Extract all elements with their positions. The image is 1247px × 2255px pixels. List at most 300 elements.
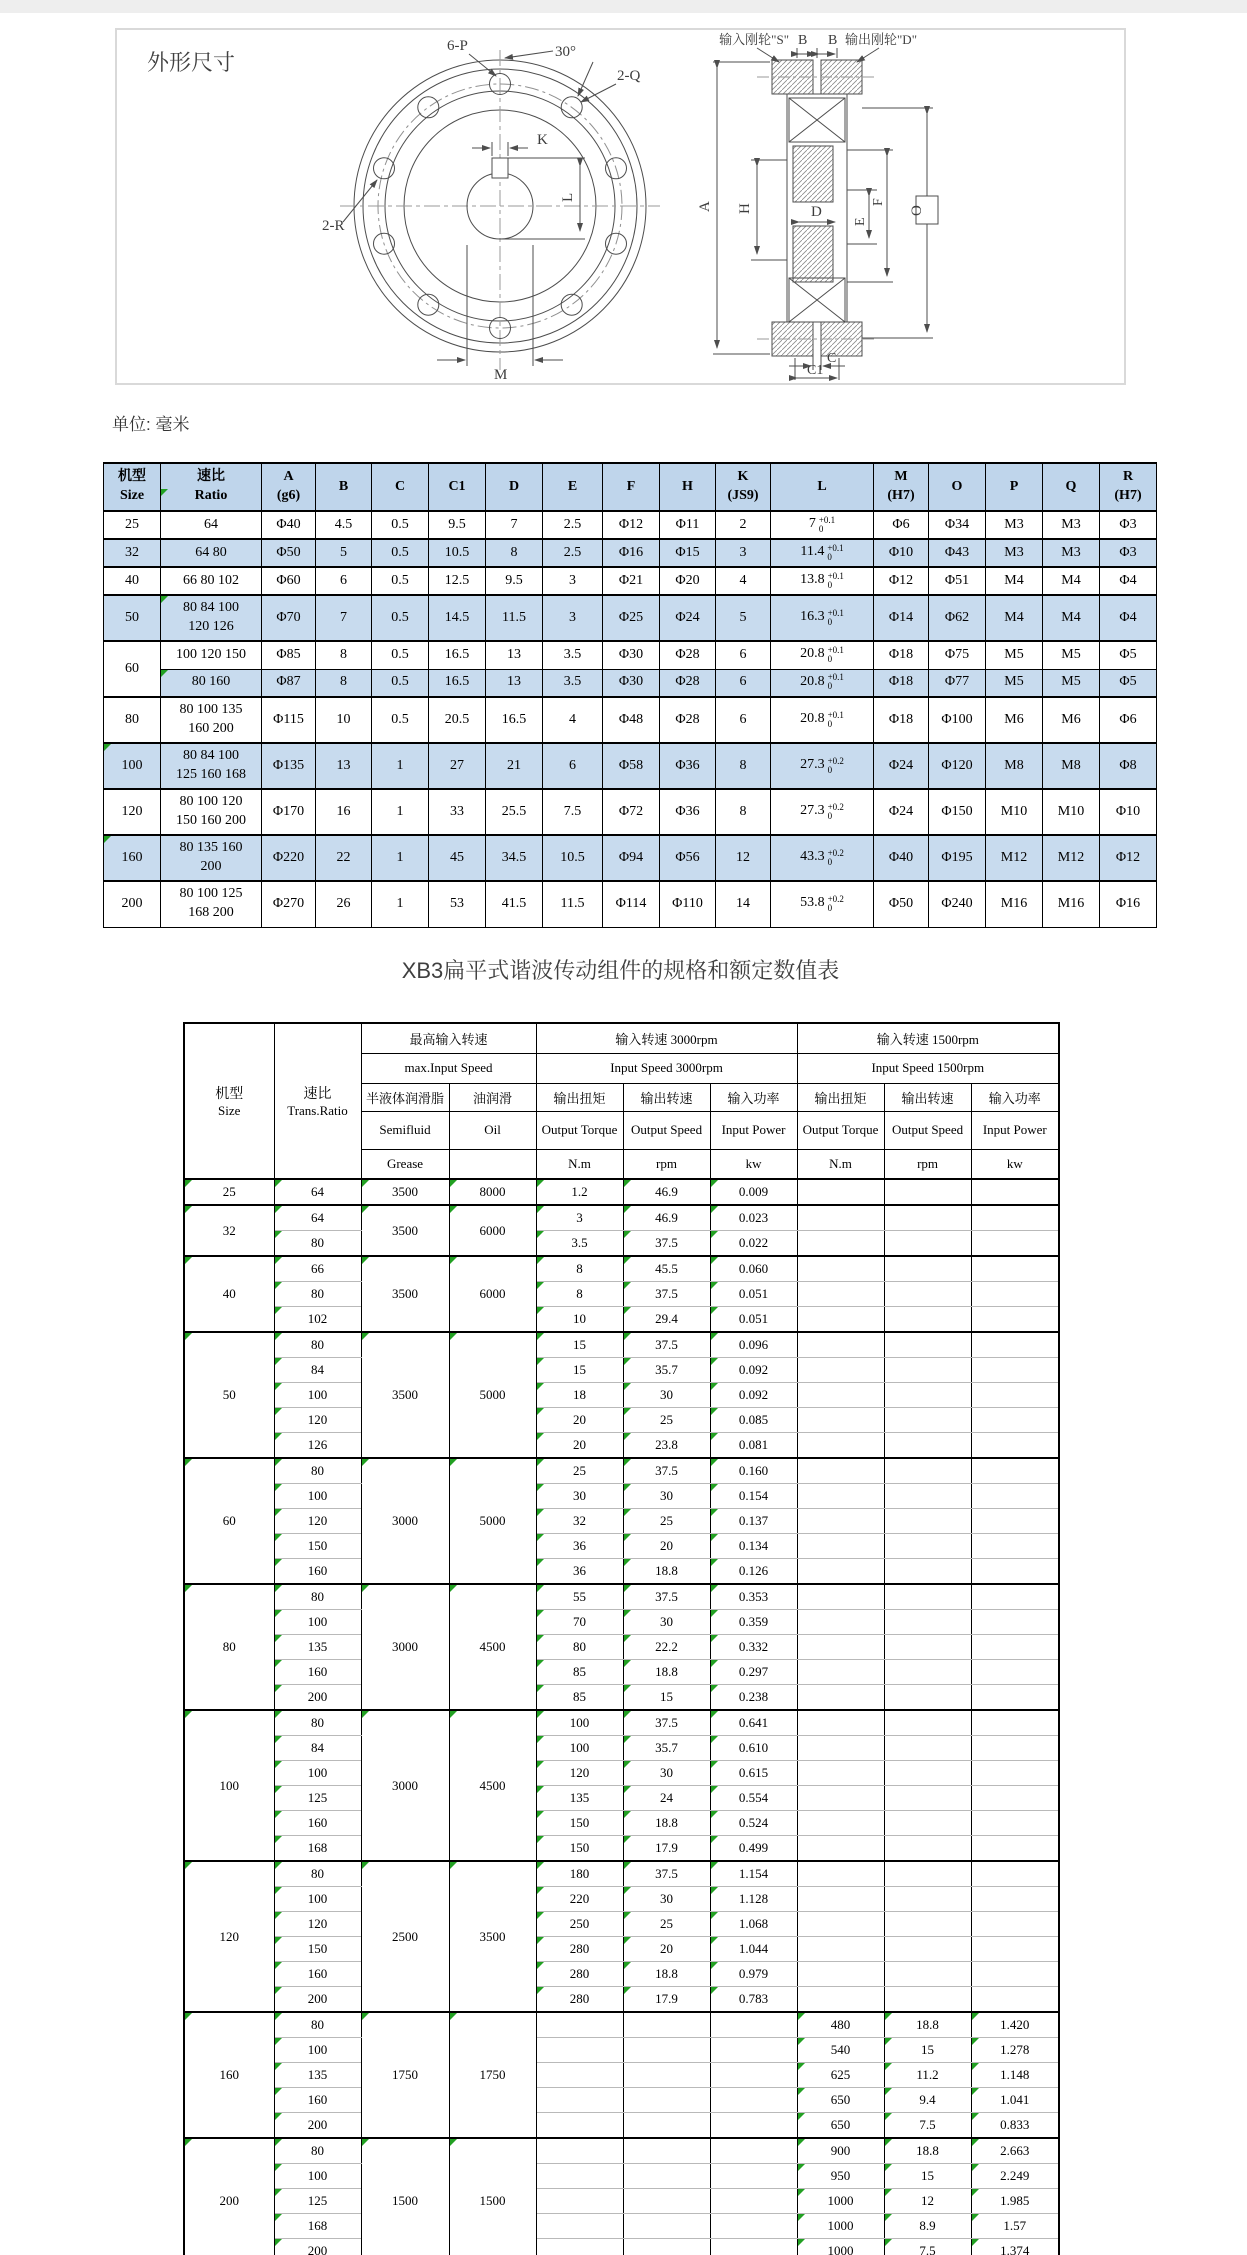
table2-torque1500-cell: [797, 1433, 884, 1459]
table2-speed3000-cell: 18.8: [623, 1559, 710, 1585]
table1-L-cell: 27.3 +0.2 0: [771, 789, 874, 835]
table2-speed1500-cell: [884, 1509, 971, 1534]
table2-row-80-4: [184, 1685, 1059, 1711]
table1-cell: 6: [716, 641, 771, 669]
table1-cell: M3: [986, 511, 1043, 539]
table2-power3000-cell: 0.154: [710, 1484, 797, 1509]
table2-power1500-cell: [971, 1610, 1059, 1635]
table2-torque1500-cell: [797, 1231, 884, 1257]
table2-speed1500-cell: 12: [884, 2189, 971, 2214]
table1-size-cell: 80: [104, 697, 161, 743]
table1-ratio-cell: 64 80: [161, 539, 262, 567]
table2-torque1500-cell: 950: [797, 2164, 884, 2189]
table1-cell: Φ12: [1100, 835, 1157, 881]
table2-power3000-cell: 0.554: [710, 1786, 797, 1811]
table2-power3000-cell: [710, 2063, 797, 2088]
table1-cell: Φ87: [262, 669, 316, 697]
table1-cell: 20.5: [429, 697, 486, 743]
table2-torque3000-cell: 135: [536, 1786, 623, 1811]
table2-oil-cell: 4500: [449, 1710, 536, 1861]
t2h-speed3000-en: Output Speed: [623, 1111, 710, 1149]
table1-cell: Φ85: [262, 641, 316, 669]
table1-size-cell: 100: [104, 743, 161, 789]
table2-size-cell: 50: [184, 1332, 274, 1458]
table2-torque3000-cell: 3: [536, 1205, 623, 1231]
table1-cell: 8: [716, 789, 771, 835]
t2h-group1-cn: 最高输入转速: [361, 1023, 536, 1053]
table2-power3000-cell: 0.783: [710, 1987, 797, 2013]
table1-cell: Φ6: [874, 511, 929, 539]
table1-row-6: [104, 697, 1157, 743]
table2-row-100-3: [184, 1786, 1059, 1811]
dim-a-label: A: [697, 201, 713, 212]
t2h-grease-unit: Grease: [361, 1149, 449, 1179]
table2-grease-cell: 3000: [361, 1584, 449, 1710]
dim-c-label: C: [827, 351, 837, 366]
table1-cell: 0.5: [372, 595, 429, 641]
table1-ratio-cell: 80 135 160 200: [161, 835, 262, 881]
table2-oil-cell: 6000: [449, 1256, 536, 1332]
drawing-title: 外形尺寸: [147, 50, 236, 75]
table1-cell: M5: [986, 669, 1043, 697]
table2-torque1500-cell: [797, 1786, 884, 1811]
table1-cell: M5: [1043, 641, 1100, 669]
table2-power3000-cell: 0.092: [710, 1358, 797, 1383]
table1-cell: 4: [716, 567, 771, 595]
t2h-torque1500-cn: 输出扭矩: [797, 1083, 884, 1111]
table1-cell: 13: [316, 743, 372, 789]
table2-torque1500-cell: [797, 1710, 884, 1736]
table1-cell: Φ56: [660, 835, 716, 881]
dim-k-label: K: [537, 132, 548, 148]
table1-cell: 3.5: [543, 669, 603, 697]
table1-L-cell: 16.3 +0.1 0: [771, 595, 874, 641]
table1-cell: 0.5: [372, 539, 429, 567]
table1-cell: 13: [486, 641, 543, 669]
table2-torque3000-cell: 280: [536, 1937, 623, 1962]
table2-power3000-cell: 0.359: [710, 1610, 797, 1635]
table2-power3000-cell: [710, 2038, 797, 2063]
table1-cell: 34.5: [486, 835, 543, 881]
table2-ratio-cell: 168: [274, 2214, 361, 2239]
table1-cell: 2.5: [543, 539, 603, 567]
table1-L-cell: 27.3 +0.2 0: [771, 743, 874, 789]
table1-row-1: [104, 539, 1157, 567]
table1-ratio-cell: 66 80 102: [161, 567, 262, 595]
table1-cell: Φ62: [929, 595, 986, 641]
table2-power1500-cell: [971, 1736, 1059, 1761]
table1-cell: Φ36: [660, 743, 716, 789]
table2-ratio-cell: 160: [274, 2088, 361, 2113]
table1-header-col10: K (JS9): [716, 463, 771, 511]
table1-row-2: [104, 567, 1157, 595]
table1-ratio-cell: 80 84 100 120 126: [161, 595, 262, 641]
table2-torque1500-cell: 650: [797, 2113, 884, 2139]
table2-power3000-cell: 0.641: [710, 1710, 797, 1736]
table2-speed3000-cell: 20: [623, 1534, 710, 1559]
table1-cell: Φ18: [874, 641, 929, 669]
table2-torque3000-cell: 120: [536, 1761, 623, 1786]
dim-e-label: E: [853, 217, 868, 226]
table1-cell: 0.5: [372, 567, 429, 595]
table1-cell: M3: [1043, 539, 1100, 567]
table2-ratio-cell: 120: [274, 1408, 361, 1433]
table1-header-col8: F: [603, 463, 660, 511]
table2-power1500-cell: 1.041: [971, 2088, 1059, 2113]
label-6p: 6-P: [447, 38, 468, 54]
table1-header-col7: E: [543, 463, 603, 511]
table2-ratio-cell: 135: [274, 2063, 361, 2088]
table1-header-col1: 速比 Ratio: [161, 463, 262, 511]
table1-cell: 11.5: [543, 881, 603, 927]
table1-cell: Φ4: [1100, 595, 1157, 641]
table1-ratio-cell: 80 84 100 125 160 168: [161, 743, 262, 789]
table2-ratio-cell: 80: [274, 1861, 361, 1887]
table2-ratio-cell: 100: [274, 2038, 361, 2063]
table2-power1500-cell: 1.420: [971, 2012, 1059, 2038]
t2h-power1500-unit: kw: [971, 1149, 1059, 1179]
table2-power3000-cell: 0.979: [710, 1962, 797, 1987]
table1-cell: M3: [986, 539, 1043, 567]
t2h-group1-en: max.Input Speed: [361, 1053, 536, 1083]
table2-speed3000-cell: 29.4: [623, 1307, 710, 1333]
dimension-table-wrap: [103, 462, 1157, 928]
technical-drawing: [117, 30, 1124, 383]
table2-speed3000-cell: 30: [623, 1610, 710, 1635]
table2-ratio-cell: 200: [274, 1685, 361, 1711]
table2-torque1500-cell: [797, 1179, 884, 1205]
table1-cell: 11.5: [486, 595, 543, 641]
table2-power3000-cell: 0.353: [710, 1584, 797, 1610]
table1-cell: 0.5: [372, 669, 429, 697]
section-view-drawing: [697, 32, 938, 380]
table1-cell: Φ25: [603, 595, 660, 641]
t2h-torque3000-cn: 输出扭矩: [536, 1083, 623, 1111]
table1-cell: 16.5: [429, 669, 486, 697]
table2-speed1500-cell: [884, 1912, 971, 1937]
table2-grease-cell: 3500: [361, 1179, 449, 1205]
table2-row-160-2: [184, 2063, 1059, 2088]
table2-torque3000-cell: [536, 2088, 623, 2113]
table2-power1500-cell: [971, 1408, 1059, 1433]
table2-ratio-cell: 80: [274, 2138, 361, 2164]
table1-cell: Φ28: [660, 669, 716, 697]
table2-torque1500-cell: 1000: [797, 2214, 884, 2239]
table2-ratio-cell: 100: [274, 1887, 361, 1912]
table1-ratio-cell: 64: [161, 511, 262, 539]
table2-torque3000-cell: 150: [536, 1836, 623, 1862]
table2-oil-cell: 3500: [449, 1861, 536, 2012]
table2-torque1500-cell: [797, 1408, 884, 1433]
table2-power3000-cell: 0.009: [710, 1179, 797, 1205]
t2h-ratio: [274, 1023, 361, 1179]
table2-ratio-cell: 80: [274, 1282, 361, 1307]
table2-head: [184, 1023, 1059, 1179]
table2-power3000-cell: 0.524: [710, 1811, 797, 1836]
dim-m-label: M: [494, 367, 508, 383]
table1-cell: Φ20: [660, 567, 716, 595]
table1-cell: Φ48: [603, 697, 660, 743]
table2-speed3000-cell: [623, 2189, 710, 2214]
table1-cell: Φ135: [262, 743, 316, 789]
table1-cell: 41.5: [486, 881, 543, 927]
table1-size-cell: 120: [104, 789, 161, 835]
table1-cell: Φ30: [603, 641, 660, 669]
table2-speed3000-cell: [623, 2239, 710, 2255]
table1-cell: 9.5: [429, 511, 486, 539]
table1-row-10: [104, 881, 1157, 927]
table2-ratio-cell: 100: [274, 1383, 361, 1408]
table2-row-25-0: [184, 1179, 1059, 1205]
table2-torque3000-cell: [536, 2012, 623, 2038]
t2h-ratio-en: Trans.Ratio: [287, 1103, 348, 1118]
table2-power3000-cell: 0.022: [710, 1231, 797, 1257]
table2-torque3000-cell: 36: [536, 1559, 623, 1585]
table1-body: [104, 511, 1157, 927]
table2-ratio-cell: 80: [274, 1231, 361, 1257]
table2-ratio-cell: 84: [274, 1736, 361, 1761]
table2-power1500-cell: [971, 1811, 1059, 1836]
table1-cell: Φ220: [262, 835, 316, 881]
table2-power3000-cell: 0.160: [710, 1458, 797, 1484]
table2-oil-cell: 1500: [449, 2138, 536, 2255]
dimension-table: [103, 462, 1157, 928]
table1-cell: M10: [1043, 789, 1100, 835]
table2-speed3000-cell: [623, 2063, 710, 2088]
table2-torque1500-cell: [797, 1584, 884, 1610]
table1-ratio-cell: 80 100 135 160 200: [161, 697, 262, 743]
table2-speed3000-cell: 24: [623, 1786, 710, 1811]
table2-power1500-cell: [971, 1559, 1059, 1585]
table1-cell: Φ3: [1100, 511, 1157, 539]
table2-speed3000-cell: [623, 2164, 710, 2189]
table2-torque3000-cell: 250: [536, 1912, 623, 1937]
table2-power3000-cell: [710, 2012, 797, 2038]
table1-cell: M4: [1043, 567, 1100, 595]
table2-torque3000-cell: 36: [536, 1534, 623, 1559]
table2-torque3000-cell: 1.2: [536, 1179, 623, 1205]
table2-power3000-cell: 0.137: [710, 1509, 797, 1534]
table2-torque1500-cell: [797, 1937, 884, 1962]
table1-cell: 25.5: [486, 789, 543, 835]
table2-power1500-cell: [971, 1179, 1059, 1205]
table2-speed1500-cell: [884, 1786, 971, 1811]
table2-speed1500-cell: 9.4: [884, 2088, 971, 2113]
table2-torque1500-cell: [797, 1660, 884, 1685]
table1-L-cell: 11.4 +0.1 0: [771, 539, 874, 567]
table1-cell: M10: [986, 789, 1043, 835]
table2-speed1500-cell: 7.5: [884, 2239, 971, 2255]
table1-cell: 1: [372, 881, 429, 927]
table1-cell: 1: [372, 835, 429, 881]
t2h-group2-cn: 输入转速 3000rpm: [536, 1023, 797, 1053]
table2-speed3000-cell: 17.9: [623, 1987, 710, 2013]
table2-power1500-cell: [971, 1383, 1059, 1408]
table2-size-cell: 32: [184, 1205, 274, 1256]
table2-ratio-cell: 64: [274, 1179, 361, 1205]
table1-cell: Φ8: [1100, 743, 1157, 789]
table2-speed3000-cell: [623, 2088, 710, 2113]
table2-speed1500-cell: [884, 1282, 971, 1307]
ratings-table-wrap: [183, 1022, 1060, 2255]
table2-speed3000-cell: 15: [623, 1685, 710, 1711]
table2-torque1500-cell: [797, 1559, 884, 1585]
table2-row-200-2: [184, 2189, 1059, 2214]
table2-body: [184, 1179, 1059, 2255]
table1-cell: Φ240: [929, 881, 986, 927]
table2-size-cell: 120: [184, 1861, 274, 2012]
table2-torque1500-cell: [797, 1205, 884, 1231]
table1-cell: Φ12: [603, 511, 660, 539]
table2-grease-cell: 3000: [361, 1710, 449, 1861]
t2h-group3-cn: 输入转速 1500rpm: [797, 1023, 1059, 1053]
table1-cell: 10.5: [543, 835, 603, 881]
table1-cell: Φ50: [262, 539, 316, 567]
table2-torque3000-cell: 10: [536, 1307, 623, 1333]
table1-cell: Φ18: [874, 669, 929, 697]
table2-torque3000-cell: 80: [536, 1635, 623, 1660]
table1-size-cell: 200: [104, 881, 161, 927]
table2-row-100-4: [184, 1811, 1059, 1836]
table2-speed3000-cell: 17.9: [623, 1836, 710, 1862]
table1-cell: 6: [543, 743, 603, 789]
table2-torque3000-cell: 20: [536, 1408, 623, 1433]
table1-cell: Φ75: [929, 641, 986, 669]
table2-grease-cell: 3500: [361, 1205, 449, 1256]
table2-power1500-cell: 1.985: [971, 2189, 1059, 2214]
table1-header-col3: B: [316, 463, 372, 511]
table2-speed3000-cell: 25: [623, 1509, 710, 1534]
table1-cell: M16: [986, 881, 1043, 927]
table2-speed3000-cell: 18.8: [623, 1962, 710, 1987]
table2-torque3000-cell: 8: [536, 1256, 623, 1282]
table2-torque3000-cell: 30: [536, 1484, 623, 1509]
table1-head: [104, 463, 1157, 511]
table2-torque3000-cell: [536, 2239, 623, 2255]
table1-cell: Φ34: [929, 511, 986, 539]
t2h-oil-unit: [449, 1149, 536, 1179]
table1-ratio-cell: 80 100 120 150 160 200: [161, 789, 262, 835]
table1-cell: Φ43: [929, 539, 986, 567]
table2-ratio-cell: 135: [274, 1635, 361, 1660]
table2-torque1500-cell: 900: [797, 2138, 884, 2164]
table2-torque1500-cell: [797, 1811, 884, 1836]
table2-ratio-cell: 66: [274, 1256, 361, 1282]
table1-cell: Φ51: [929, 567, 986, 595]
table2-torque1500-cell: [797, 1256, 884, 1282]
table2-torque1500-cell: [797, 1987, 884, 2013]
table2-row-160-0: [184, 2012, 1059, 2038]
table1-cell: 3: [543, 595, 603, 641]
table2-row-80-2: [184, 1635, 1059, 1660]
table2-row-50-1: [184, 1358, 1059, 1383]
table2-torque3000-cell: 100: [536, 1710, 623, 1736]
label-input-circular-spline: 输入刚轮"S": [719, 32, 789, 47]
table2-speed3000-cell: 30: [623, 1761, 710, 1786]
t2h-torque3000-en: Output Torque: [536, 1111, 623, 1149]
table1-cell: 6: [316, 567, 372, 595]
table2-power1500-cell: [971, 1937, 1059, 1962]
t2h-group2-en: Input Speed 3000rpm: [536, 1053, 797, 1083]
table2-power1500-cell: [971, 1358, 1059, 1383]
table2-row-50-2: [184, 1383, 1059, 1408]
table1-size-cell: 25: [104, 511, 161, 539]
table2-torque1500-cell: [797, 1912, 884, 1937]
table2-power1500-cell: 1.57: [971, 2214, 1059, 2239]
table1-cell: Φ30: [603, 669, 660, 697]
table2-row-80-1: [184, 1610, 1059, 1635]
t2h-power1500-cn: 输入功率: [971, 1083, 1059, 1111]
table2-ratio-cell: 80: [274, 2012, 361, 2038]
table1-cell: Φ72: [603, 789, 660, 835]
table2-speed1500-cell: [884, 1962, 971, 1987]
table2-torque3000-cell: 8: [536, 1282, 623, 1307]
table2-power3000-cell: 0.238: [710, 1685, 797, 1711]
table1-cell: Φ18: [874, 697, 929, 743]
table2-row-100-1: [184, 1736, 1059, 1761]
table1-cell: Φ58: [603, 743, 660, 789]
table2-speed1500-cell: [884, 1205, 971, 1231]
table2-speed1500-cell: [884, 1861, 971, 1887]
table2-speed3000-cell: [623, 2138, 710, 2164]
table2-speed3000-cell: 46.9: [623, 1205, 710, 1231]
dim-h-label: H: [737, 203, 753, 214]
table2-power3000-cell: 1.154: [710, 1861, 797, 1887]
table2-row-50-0: [184, 1332, 1059, 1358]
table2-speed1500-cell: [884, 1332, 971, 1358]
table2-power3000-cell: [710, 2164, 797, 2189]
table2-grease-cell: 1750: [361, 2012, 449, 2138]
table2-oil-cell: 6000: [449, 1205, 536, 1256]
table2-ratio-cell: 200: [274, 2113, 361, 2139]
table1-size-cell: 60: [104, 641, 161, 697]
t2h-speed3000-cn: 输出转速: [623, 1083, 710, 1111]
ratings-table: [183, 1022, 1060, 2255]
table2-speed3000-cell: 20: [623, 1937, 710, 1962]
table2-speed3000-cell: 30: [623, 1383, 710, 1408]
table2-torque1500-cell: [797, 1458, 884, 1484]
table2-speed1500-cell: [884, 1836, 971, 1862]
table2-row-32-0: [184, 1205, 1059, 1231]
table1-cell: Φ16: [603, 539, 660, 567]
table1-cell: 1: [372, 789, 429, 835]
table2-power1500-cell: [971, 1584, 1059, 1610]
table1-cell: Φ28: [660, 697, 716, 743]
table1-cell: 6: [716, 697, 771, 743]
table2-torque3000-cell: 220: [536, 1887, 623, 1912]
table2-speed1500-cell: [884, 1484, 971, 1509]
table2-speed1500-cell: [884, 1559, 971, 1585]
table2-power1500-cell: 2.663: [971, 2138, 1059, 2164]
table1-cell: 0.5: [372, 511, 429, 539]
table2-ratio-cell: 102: [274, 1307, 361, 1333]
table2-torque1500-cell: 1000: [797, 2189, 884, 2214]
table1-cell: Φ5: [1100, 669, 1157, 697]
table2-torque1500-cell: 625: [797, 2063, 884, 2088]
table2-power1500-cell: [971, 1458, 1059, 1484]
table2-torque1500-cell: [797, 1509, 884, 1534]
table2-ratio-cell: 100: [274, 1761, 361, 1786]
table1-cell: M4: [986, 595, 1043, 641]
table1-cell: 4: [543, 697, 603, 743]
table2-speed3000-cell: [623, 2038, 710, 2063]
table2-torque3000-cell: [536, 2189, 623, 2214]
table1-cell: M6: [1043, 697, 1100, 743]
table1-ratio-cell: 80 160: [161, 669, 262, 697]
table2-speed1500-cell: 15: [884, 2038, 971, 2063]
table2-ratio-cell: 100: [274, 2164, 361, 2189]
t2h-ratio-cn: 速比: [303, 1087, 332, 1102]
